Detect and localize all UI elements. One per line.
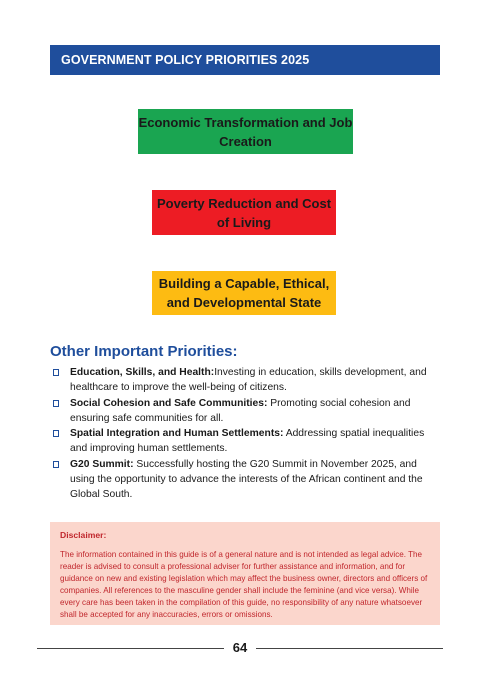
list-item-text: Addressing spatial inequalities and improving human settlements.: [70, 428, 425, 455]
list-item-title: G20 Summit:: [70, 458, 134, 470]
footer-divider-right: [256, 648, 443, 649]
square-bullet-icon: [53, 369, 59, 376]
priority-box-line: Creation: [219, 133, 272, 149]
disclaimer-title: Disclaimer:: [60, 530, 107, 540]
list-item-text: Investing in education, skills development, and healthcare to improve the well-being of citizens.: [70, 367, 427, 394]
section-header-bar: [50, 45, 440, 75]
footer-divider-left: [37, 648, 224, 649]
priority-box-line: Building a Capable, Ethical,: [158, 276, 330, 291]
other-priorities-list: [50, 365, 442, 503]
list-item-title: Social Cohesion and Safe Communities:: [70, 397, 268, 409]
other-priorities-heading: Other Important Priorities:: [50, 343, 238, 360]
priority-box-economic-transformation: [138, 109, 353, 154]
priority-box-line: and Developmental State: [166, 295, 322, 310]
list-item: [50, 457, 442, 503]
priority-box-line: Poverty Reduction and Cost: [156, 195, 332, 211]
priority-box-line: Economic Transformation and Job: [138, 114, 353, 130]
priority-box-poverty-reduction: [152, 190, 336, 235]
list-item: [50, 365, 442, 396]
priority-box-line: of Living: [216, 214, 272, 230]
page-number: 64: [232, 640, 248, 655]
square-bullet-icon: [53, 430, 59, 437]
list-item-text: Successfully hosting the G20 Summit in November 2025, and using the opportunity to advance the interests of the African continent and the Global South.: [70, 458, 423, 501]
disclaimer-text: The information contained in this guide is of a general nature and is not intended as legal advice. The reader is advised to consult a professional adviser for further assistance and information, and for guidance on new and existing legislation which may affect the business owner, directors and officers of companies. All references to the masculine gender shall include the feminine (and vice versa). While every care has been taken in the compilation of this guide, no responsibility of any nature whatsoever shall be accepted for any inaccuracies, errors or omissions.: [60, 550, 428, 619]
square-bullet-icon: [53, 400, 59, 407]
disclaimer-box: [50, 522, 440, 625]
list-item-text: Promoting social cohesion and ensuring safe communities for all.: [70, 397, 411, 424]
square-bullet-icon: [53, 461, 59, 468]
list-item-title: Spatial Integration and Human Settlements:: [70, 428, 284, 440]
section-header-title: GOVERNMENT POLICY PRIORITIES 2025: [61, 53, 310, 67]
priority-box-capable-state: [152, 271, 336, 315]
list-item-title: Education, Skills, and Health:: [70, 367, 215, 378]
list-item: [50, 426, 442, 457]
list-item: [50, 396, 442, 427]
